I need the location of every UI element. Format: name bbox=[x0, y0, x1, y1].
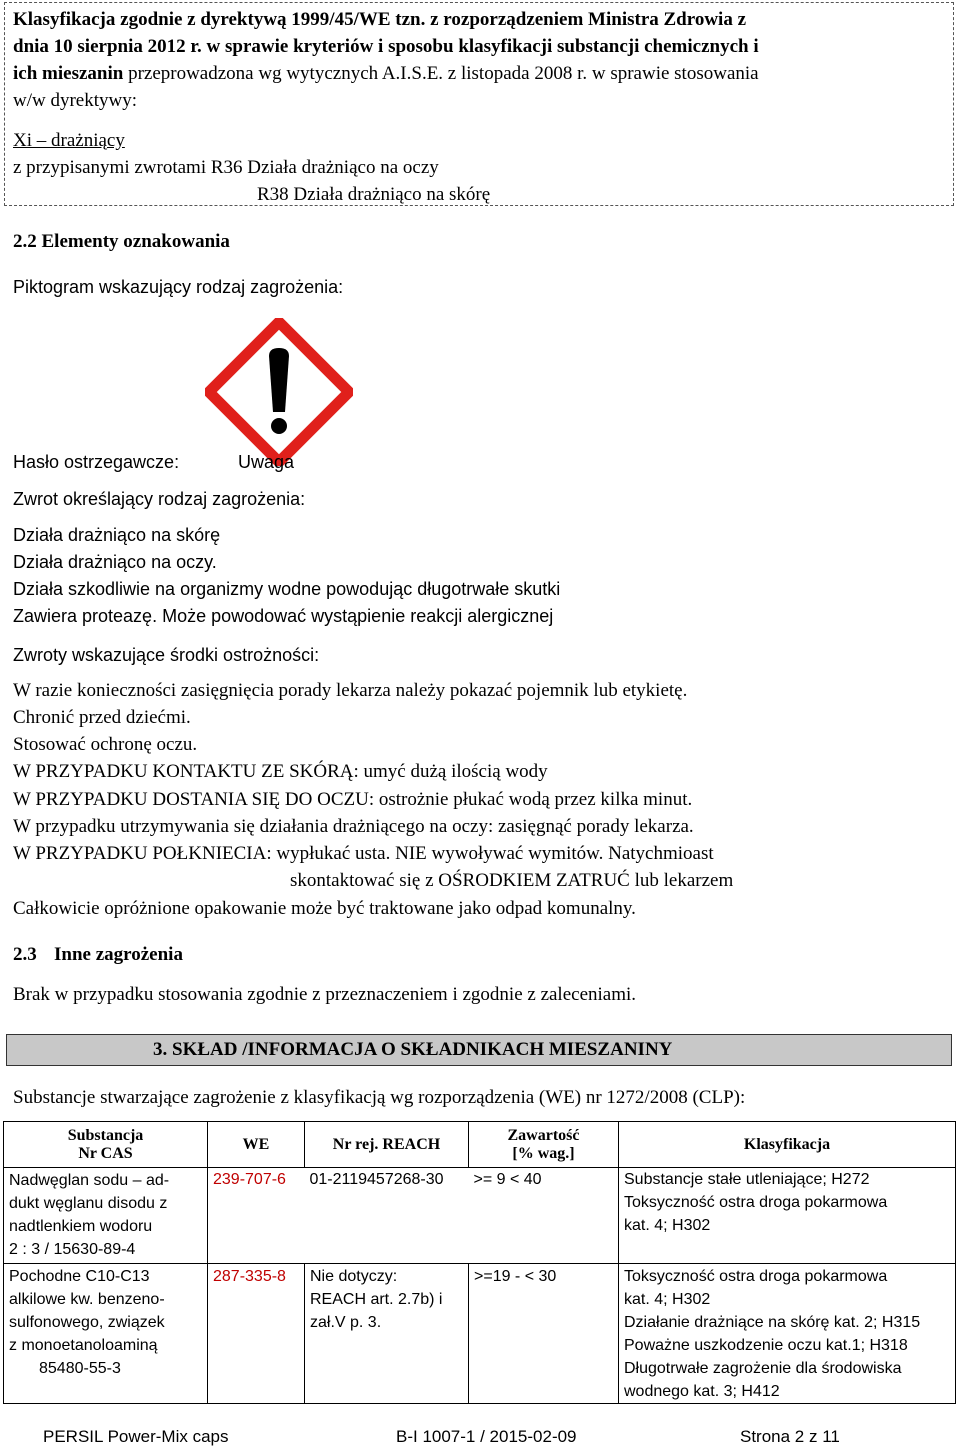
classification-cell bbox=[619, 1168, 956, 1264]
r-phrases-intro: z przypisanymi zwrotami R36 Działa drażniąco na oczy bbox=[13, 157, 439, 178]
section-2-3-text: Brak w przypadku stosowania zgodnie z przeznaczeniem i zgodnie z zaleceniami. bbox=[13, 984, 637, 1005]
precaution-statement: W PRZYPADKU DOSTANIA SIĘ DO OCZU: ostrożnie płukać wodą przez kilka minut. bbox=[13, 789, 693, 810]
content-cell: >= 9 < 40 bbox=[469, 1168, 619, 1264]
header-reach: Nr rej. REACH bbox=[305, 1122, 469, 1168]
precaution-statement: W PRZYPADKU KONTAKTU ZE SKÓRĄ: umyć dużą ilością wody bbox=[13, 761, 548, 782]
precaution-statement: Całkowicie opróżnione opakowanie może być traktowane jako odpad komunalny. bbox=[13, 898, 636, 919]
content-cell: >=19 - < 30 bbox=[469, 1264, 619, 1404]
section-2-3-number: 2.3 bbox=[13, 944, 37, 965]
header-cas-label: Nr CAS bbox=[78, 1144, 133, 1162]
header-classification: Klasyfikacja bbox=[619, 1122, 956, 1168]
substance-line: z monoetanoloaminą bbox=[9, 1337, 158, 1354]
hazard-statement: Działa szkodliwie na organizmy wodne powodując długotrwałe skutki bbox=[13, 579, 561, 599]
classification-line-4: w/w dyrektywy: bbox=[13, 90, 138, 111]
r38-phrase: R38 Działa drażniąco na skórę bbox=[257, 184, 491, 205]
classification-line-3-rest: przeprowadzona wg wytycznych A.I.S.E. z listopada 2008 r. w sprawie stosowania bbox=[123, 63, 759, 84]
precautions-label: Zwroty wskazujące środki ostrożności: bbox=[13, 645, 320, 665]
classification-line: Substancje stałe utleniające; H272 bbox=[624, 1171, 870, 1188]
reach-cell bbox=[305, 1264, 469, 1404]
substance-line: 85480-55-3 bbox=[39, 1360, 121, 1377]
classification-line: Poważne uszkodzenie oczu kat.1; H318 bbox=[624, 1337, 908, 1354]
substance-line: Pochodne C10-C13 bbox=[9, 1268, 150, 1285]
signal-word: Uwaga bbox=[238, 452, 295, 472]
substance-line: 2 : 3 / 15630-89-4 bbox=[9, 1241, 136, 1258]
allergen-statement bbox=[13, 606, 553, 627]
classification-line-1: Klasyfikacja zgodnie z dyrektywą 1999/45/WE tzn. z rozporządzeniem Ministra Zdrowia z bbox=[13, 9, 747, 30]
reach-line: Nie dotyczy: bbox=[310, 1268, 398, 1285]
precaution-statement: Chronić przed dziećmi. bbox=[13, 707, 191, 728]
classification-line: kat. 4; H302 bbox=[624, 1217, 711, 1234]
classification-line: wodnego kat. 3; H412 bbox=[624, 1383, 780, 1400]
classification-line: Długotrwałe zagrożenie dla środowiska bbox=[624, 1360, 902, 1377]
reach-cell bbox=[305, 1168, 469, 1264]
hazard-statements-label: Zwrot określający rodzaj zagrożenia: bbox=[13, 489, 306, 509]
reach-line: zał.V p. 3. bbox=[310, 1314, 382, 1331]
exclamation-mark-ghs07-icon bbox=[205, 318, 353, 466]
classification-symbol: Xi – drażniący bbox=[13, 130, 125, 151]
substance-line: Nadwęglan sodu – ad- bbox=[9, 1172, 170, 1189]
classification-line: kat. 4; H302 bbox=[624, 1291, 711, 1308]
classification-line: Działanie drażniące na skórę kat. 2; H315 bbox=[624, 1314, 921, 1331]
substance-line: sulfonowego, związek bbox=[9, 1314, 165, 1331]
section-3-heading: 3. SKŁAD /INFORMACJA O SKŁADNIKACH MIESZANINY bbox=[153, 1039, 673, 1060]
precaution-statement: W przypadku utrzymywania się działania drażniącego na oczy: zasięgnąć porady lekarza. bbox=[13, 816, 694, 837]
signal-word-label: Hasło ostrzegawcze: bbox=[13, 452, 180, 472]
pictogram-label: Piktogram wskazujący rodzaj zagrożenia: bbox=[13, 277, 344, 297]
section-3-intro: Substancje stwarzające zagrożenie z klasyfikacją wg rozporządzenia (WE) nr 1272/2008 (CLP): bbox=[13, 1087, 746, 1108]
classification-line: Toksyczność ostra droga pokarmowa bbox=[624, 1268, 888, 1285]
header-we: WE bbox=[208, 1122, 305, 1168]
header-content-unit: [% wag.] bbox=[512, 1144, 575, 1162]
footer-product: PERSIL Power-Mix caps bbox=[43, 1427, 229, 1446]
header-substance-label: Substancja bbox=[67, 1126, 144, 1144]
table-row bbox=[4, 1168, 956, 1264]
classification-line: Toksyczność ostra droga pokarmowa bbox=[624, 1194, 888, 1211]
section-2-3-title: Inne zagrożenia bbox=[54, 944, 183, 965]
footer-page-number: Strona 2 z 11 bbox=[740, 1427, 840, 1446]
header-content-label: Zawartość bbox=[507, 1126, 580, 1144]
section-2-2-heading: 2.2 Elementy oznakowania bbox=[13, 231, 230, 252]
substance-line: nadtlenkiem wodoru bbox=[9, 1218, 153, 1235]
precaution-statement: W PRZYPADKU POŁKNIECIA: wypłukać usta. NIE wywoływać wymitów. Natychmioast bbox=[13, 843, 714, 864]
substance-cell bbox=[4, 1264, 208, 1404]
precaution-statement: skontaktować się z OŚRODKIEM ZATRUĆ lub lekarzem bbox=[290, 870, 734, 891]
hazard-statement: Działa drażniąco na skórę bbox=[13, 525, 221, 545]
allergen-part-a: Zawiera proteazę. bbox=[13, 606, 158, 626]
classification-line-2: dnia 10 sierpnia 2012 r. w sprawie kryteriów i sposobu klasyfikacji substancji chemicznych i bbox=[13, 36, 759, 57]
table-row bbox=[4, 1264, 956, 1404]
classification-cell bbox=[619, 1264, 956, 1404]
reach-line: 01-2119457268-30 bbox=[309, 1171, 444, 1188]
substance-line: alkilowe kw. benzeno- bbox=[9, 1291, 165, 1308]
footer-doc-number: B-I 1007-1 / 2015-02-09 bbox=[396, 1427, 577, 1446]
precaution-statement: W razie konieczności zasięgnięcia porady lekarza należy pokazać pojemnik lub etykietę. bbox=[13, 680, 688, 701]
allergen-part-b: Może powodować wystąpienie reakcji alergicznej bbox=[157, 606, 554, 626]
composition-table bbox=[3, 1121, 956, 1404]
we-cell: 287-335-8 bbox=[208, 1264, 305, 1404]
classification-line-3-bold: ich mieszanin bbox=[13, 63, 124, 84]
reach-line: REACH art. 2.7b) i bbox=[310, 1291, 443, 1308]
hazard-statement: Działa drażniąco na oczy. bbox=[13, 552, 217, 572]
table-header-row bbox=[4, 1122, 956, 1168]
substance-line: dukt węglanu disodu z bbox=[9, 1195, 168, 1212]
precaution-statement: Stosować ochronę oczu. bbox=[13, 734, 198, 755]
classification-line-3 bbox=[13, 63, 759, 85]
header-content bbox=[469, 1122, 619, 1168]
header-substance bbox=[4, 1122, 208, 1168]
we-cell: 239-707-6 bbox=[208, 1168, 305, 1264]
substance-cell bbox=[4, 1168, 208, 1264]
